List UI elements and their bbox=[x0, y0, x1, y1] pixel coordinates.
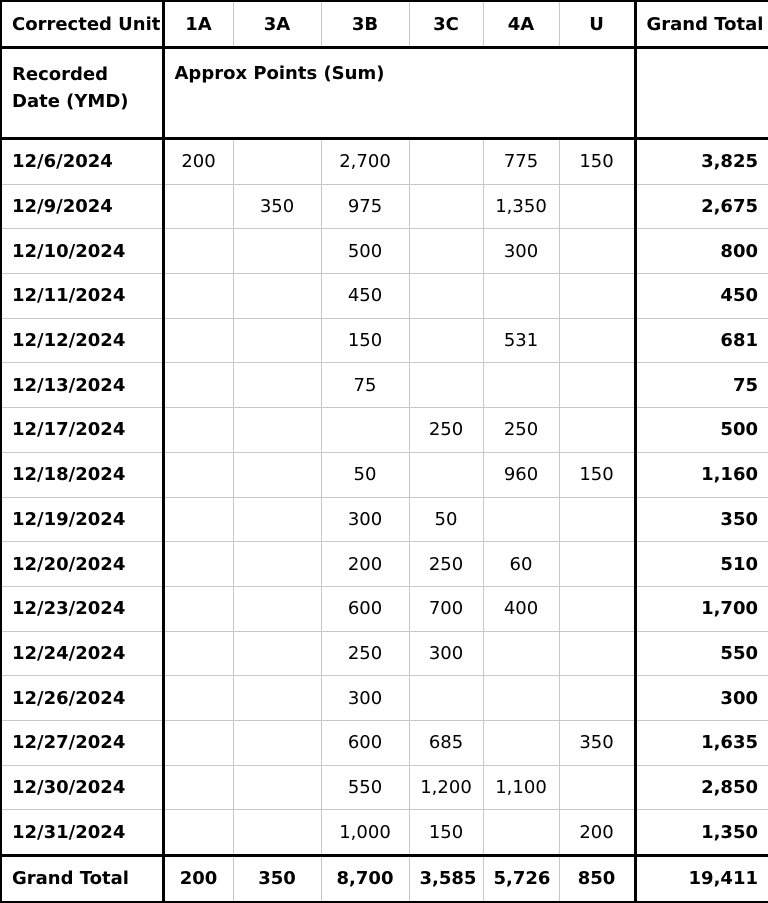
row-date-label: 12/20/2024 bbox=[1, 542, 163, 587]
value-cell: 400 bbox=[483, 586, 559, 631]
table-row bbox=[1, 139, 768, 185]
column-header-row bbox=[1, 1, 768, 48]
row-date-label: 12/12/2024 bbox=[1, 318, 163, 363]
value-cell: 150 bbox=[321, 318, 409, 363]
value-cell bbox=[163, 810, 233, 856]
value-cell: 300 bbox=[321, 676, 409, 721]
value-cell bbox=[163, 229, 233, 274]
value-cell bbox=[409, 452, 483, 497]
value-cell: 600 bbox=[321, 720, 409, 765]
row-grand-total: 2,850 bbox=[635, 765, 768, 810]
caption-total-cell bbox=[635, 48, 768, 139]
row-date-label: 12/31/2024 bbox=[1, 810, 163, 856]
value-cell: 531 bbox=[483, 318, 559, 363]
table-row bbox=[1, 720, 768, 765]
row-date-label: 12/10/2024 bbox=[1, 229, 163, 274]
row-grand-total: 350 bbox=[635, 497, 768, 542]
value-cell bbox=[233, 318, 321, 363]
column-grand-total: 5,726 bbox=[483, 856, 559, 902]
value-cell bbox=[233, 810, 321, 856]
value-cell bbox=[559, 631, 635, 676]
value-cell: 300 bbox=[321, 497, 409, 542]
value-cell: 775 bbox=[483, 139, 559, 185]
row-date-label: 12/9/2024 bbox=[1, 184, 163, 229]
row-grand-total: 1,635 bbox=[635, 720, 768, 765]
table-row bbox=[1, 810, 768, 856]
value-cell bbox=[559, 765, 635, 810]
value-cell bbox=[559, 229, 635, 274]
row-field-label: Recorded Date (YMD) bbox=[1, 48, 163, 139]
corner-label: Corrected Unit bbox=[1, 1, 163, 48]
column-grand-total: 850 bbox=[559, 856, 635, 902]
value-cell: 550 bbox=[321, 765, 409, 810]
row-grand-total: 2,675 bbox=[635, 184, 768, 229]
value-cell bbox=[559, 542, 635, 587]
value-cell: 200 bbox=[559, 810, 635, 856]
value-cell bbox=[559, 363, 635, 408]
table-row bbox=[1, 408, 768, 453]
value-cell bbox=[483, 631, 559, 676]
value-cell bbox=[163, 318, 233, 363]
value-cell: 700 bbox=[409, 586, 483, 631]
value-cell bbox=[233, 452, 321, 497]
row-date-label: 12/17/2024 bbox=[1, 408, 163, 453]
value-cell: 250 bbox=[409, 408, 483, 453]
grand-total-label: Grand Total bbox=[1, 856, 163, 902]
value-cell: 450 bbox=[321, 274, 409, 319]
row-date-label: 12/24/2024 bbox=[1, 631, 163, 676]
table-row bbox=[1, 274, 768, 319]
row-grand-total: 300 bbox=[635, 676, 768, 721]
value-cell bbox=[233, 542, 321, 587]
value-cell bbox=[163, 720, 233, 765]
value-cell: 1,350 bbox=[483, 184, 559, 229]
value-cell bbox=[409, 229, 483, 274]
value-cell bbox=[559, 497, 635, 542]
table-row bbox=[1, 586, 768, 631]
column-header-3c: 3C bbox=[409, 1, 483, 48]
column-header-3b: 3B bbox=[321, 1, 409, 48]
column-header-1a: 1A bbox=[163, 1, 233, 48]
value-cell bbox=[233, 676, 321, 721]
values-caption-row bbox=[1, 48, 768, 139]
value-cell: 350 bbox=[233, 184, 321, 229]
value-cell: 2,700 bbox=[321, 139, 409, 185]
row-date-label: 12/26/2024 bbox=[1, 676, 163, 721]
row-grand-total: 550 bbox=[635, 631, 768, 676]
value-cell bbox=[163, 497, 233, 542]
value-cell: 1,200 bbox=[409, 765, 483, 810]
value-cell bbox=[233, 586, 321, 631]
value-cell bbox=[163, 676, 233, 721]
table-row bbox=[1, 452, 768, 497]
value-cell bbox=[483, 720, 559, 765]
row-date-label: 12/6/2024 bbox=[1, 139, 163, 185]
value-cell: 250 bbox=[409, 542, 483, 587]
row-date-label: 12/11/2024 bbox=[1, 274, 163, 319]
row-date-label: 12/19/2024 bbox=[1, 497, 163, 542]
value-cell bbox=[163, 363, 233, 408]
row-date-label: 12/13/2024 bbox=[1, 363, 163, 408]
value-cell bbox=[163, 274, 233, 319]
value-cell: 350 bbox=[559, 720, 635, 765]
value-cell: 300 bbox=[409, 631, 483, 676]
value-cell: 200 bbox=[163, 139, 233, 185]
table-row bbox=[1, 497, 768, 542]
row-grand-total: 75 bbox=[635, 363, 768, 408]
value-cell: 250 bbox=[321, 631, 409, 676]
row-grand-total: 1,700 bbox=[635, 586, 768, 631]
overall-grand-total: 19,411 bbox=[635, 856, 768, 902]
value-cell bbox=[409, 139, 483, 185]
column-header-u: U bbox=[559, 1, 635, 48]
value-cell: 50 bbox=[409, 497, 483, 542]
value-cell bbox=[233, 631, 321, 676]
row-grand-total: 500 bbox=[635, 408, 768, 453]
table-row bbox=[1, 765, 768, 810]
table-row bbox=[1, 184, 768, 229]
grand-total-row bbox=[1, 856, 768, 902]
value-cell bbox=[409, 676, 483, 721]
value-cell bbox=[163, 408, 233, 453]
value-cell bbox=[409, 318, 483, 363]
value-cell bbox=[483, 810, 559, 856]
value-cell bbox=[233, 139, 321, 185]
table-row bbox=[1, 542, 768, 587]
value-cell bbox=[233, 229, 321, 274]
column-grand-total: 3,585 bbox=[409, 856, 483, 902]
value-cell bbox=[163, 586, 233, 631]
value-cell bbox=[409, 363, 483, 408]
value-cell bbox=[233, 363, 321, 408]
table-row bbox=[1, 229, 768, 274]
value-cell: 685 bbox=[409, 720, 483, 765]
table-row bbox=[1, 363, 768, 408]
value-cell bbox=[559, 318, 635, 363]
value-cell: 960 bbox=[483, 452, 559, 497]
value-cell: 600 bbox=[321, 586, 409, 631]
row-grand-total: 1,160 bbox=[635, 452, 768, 497]
value-cell bbox=[409, 184, 483, 229]
values-field-label: Approx Points (Sum) bbox=[163, 48, 635, 139]
value-cell bbox=[483, 363, 559, 408]
row-grand-total: 1,350 bbox=[635, 810, 768, 856]
table-row bbox=[1, 318, 768, 363]
value-cell: 1,100 bbox=[483, 765, 559, 810]
value-cell bbox=[483, 497, 559, 542]
row-date-label: 12/27/2024 bbox=[1, 720, 163, 765]
value-cell: 500 bbox=[321, 229, 409, 274]
value-cell bbox=[559, 184, 635, 229]
value-cell: 200 bbox=[321, 542, 409, 587]
row-grand-total: 450 bbox=[635, 274, 768, 319]
column-grand-total: 200 bbox=[163, 856, 233, 902]
row-date-label: 12/18/2024 bbox=[1, 452, 163, 497]
value-cell bbox=[483, 676, 559, 721]
value-cell bbox=[163, 184, 233, 229]
value-cell bbox=[163, 631, 233, 676]
value-cell: 250 bbox=[483, 408, 559, 453]
table-row bbox=[1, 676, 768, 721]
value-cell bbox=[233, 765, 321, 810]
value-cell bbox=[409, 274, 483, 319]
value-cell: 300 bbox=[483, 229, 559, 274]
value-cell bbox=[233, 408, 321, 453]
value-cell: 150 bbox=[559, 452, 635, 497]
value-cell: 1,000 bbox=[321, 810, 409, 856]
value-cell: 150 bbox=[409, 810, 483, 856]
value-cell bbox=[163, 542, 233, 587]
value-cell: 50 bbox=[321, 452, 409, 497]
value-cell bbox=[483, 274, 559, 319]
column-header-3a: 3A bbox=[233, 1, 321, 48]
row-date-label: 12/30/2024 bbox=[1, 765, 163, 810]
value-cell bbox=[233, 497, 321, 542]
value-cell bbox=[559, 586, 635, 631]
value-cell bbox=[559, 676, 635, 721]
row-grand-total: 681 bbox=[635, 318, 768, 363]
value-cell: 150 bbox=[559, 139, 635, 185]
value-cell: 75 bbox=[321, 363, 409, 408]
pivot-body bbox=[1, 1, 768, 902]
column-grand-total: 8,700 bbox=[321, 856, 409, 902]
value-cell bbox=[559, 408, 635, 453]
row-grand-total: 510 bbox=[635, 542, 768, 587]
value-cell bbox=[163, 452, 233, 497]
value-cell bbox=[233, 720, 321, 765]
column-grand-total: 350 bbox=[233, 856, 321, 902]
value-cell: 975 bbox=[321, 184, 409, 229]
value-cell bbox=[321, 408, 409, 453]
value-cell bbox=[559, 274, 635, 319]
value-cell: 60 bbox=[483, 542, 559, 587]
row-grand-total: 3,825 bbox=[635, 139, 768, 185]
value-cell bbox=[233, 274, 321, 319]
value-cell bbox=[163, 765, 233, 810]
column-header-4a: 4A bbox=[483, 1, 559, 48]
row-date-label: 12/23/2024 bbox=[1, 586, 163, 631]
table-row bbox=[1, 631, 768, 676]
row-grand-total: 800 bbox=[635, 229, 768, 274]
column-header-grand-total: Grand Total bbox=[635, 1, 768, 48]
